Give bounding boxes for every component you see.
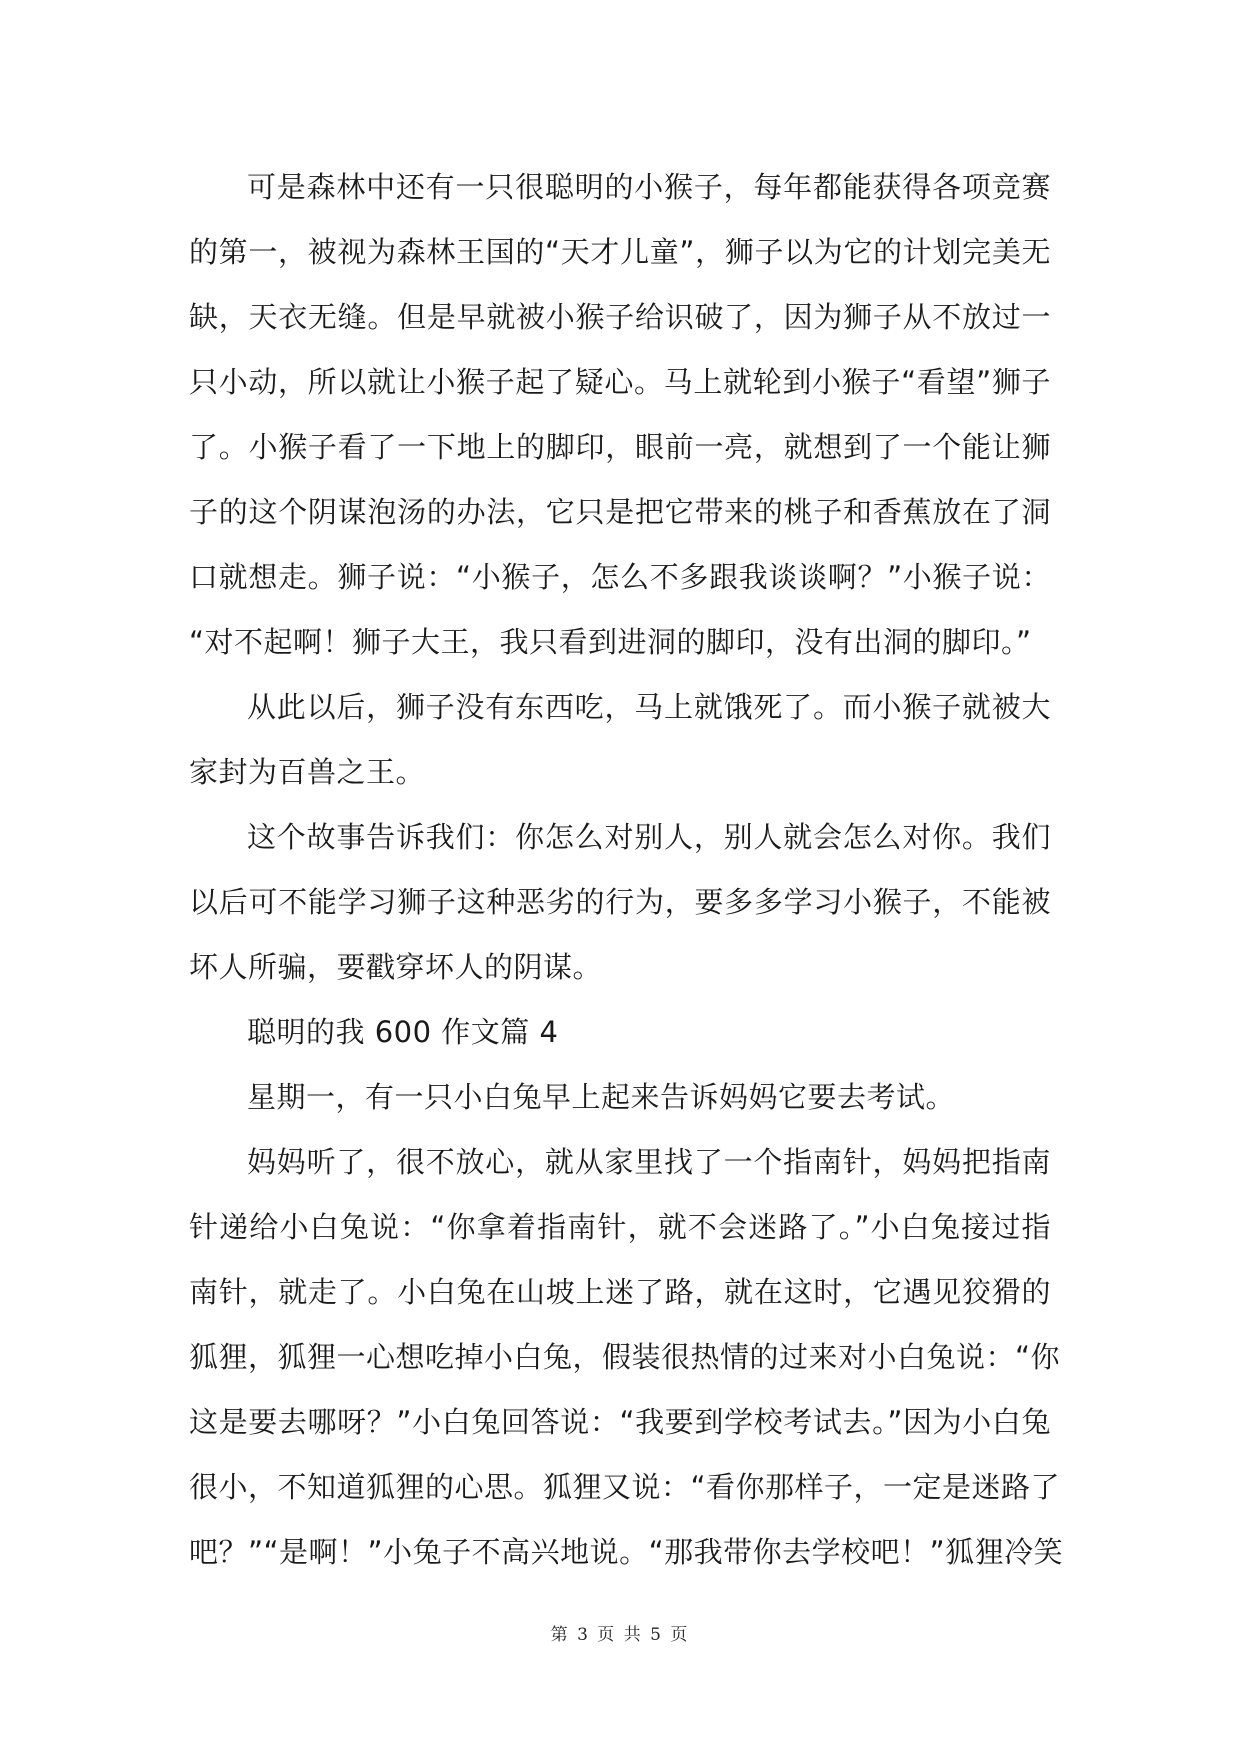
text-line: 坏人所骗，要戳穿坏人的阴谋。 bbox=[189, 950, 603, 984]
text-line: 了。小猴子看了一下地上的脚印，眼前一亮，就想到了一个能让狮 bbox=[189, 430, 1051, 464]
text-line: 这是要去哪呀？”小白兔回答说：“我要到学校考试去。”因为小白兔 bbox=[189, 1405, 1051, 1439]
text-line: 缺，天衣无缝。但是早就被小猴子给识破了，因为狮子从不放过一 bbox=[189, 300, 1051, 334]
text-line: 这个故事告诉我们：你怎么对别人，别人就会怎么对你。我们 bbox=[247, 820, 1051, 854]
text-line: 只小动，所以就让小猴子起了疑心。马上就轮到小猴子“看望”狮子 bbox=[189, 365, 1051, 399]
section-heading: 聪明的我 600 作文篇 4 bbox=[247, 1015, 559, 1049]
text-line: 很小，不知道狐狸的心思。狐狸又说：“看你那样子，一定是迷路了 bbox=[189, 1470, 1061, 1504]
text-line: “对不起啊！狮子大王，我只看到进洞的脚印，没有出洞的脚印。” bbox=[189, 625, 1032, 659]
text-line: 从此以后，狮子没有东西吃，马上就饿死了。而小猴子就被大 bbox=[247, 690, 1051, 724]
text-line: 口就想走。狮子说：“小猴子，怎么不多跟我谈谈啊？”小猴子说： bbox=[189, 560, 1051, 594]
body-text bbox=[189, 155, 1064, 1585]
text-line: 妈妈听了，很不放心，就从家里找了一个指南针，妈妈把指南 bbox=[247, 1145, 1051, 1179]
text-line: 针递给小白兔说：“你拿着指南针，就不会迷路了。”小白兔接过指 bbox=[189, 1210, 1051, 1244]
text-line: 可是森林中还有一只很聪明的小猴子，每年都能获得各项竞赛 bbox=[247, 170, 1051, 204]
text-line: 以后可不能学习狮子这种恶劣的行为，要多多学习小猴子，不能被 bbox=[189, 885, 1051, 919]
text-line: 家封为百兽之王。 bbox=[189, 755, 426, 789]
text-line: 南针，就走了。小白兔在山坡上迷了路，就在这时，它遇见狡猾的 bbox=[189, 1275, 1051, 1309]
text-line: 星期一，有一只小白兔早上起来告诉妈妈它要去考试。 bbox=[247, 1080, 956, 1114]
text-line: 狐狸，狐狸一心想吃掉小白兔，假装很热情的过来对小白兔说：“你 bbox=[189, 1340, 1061, 1374]
text-line: 吧？”“是啊！”小兔子不高兴地说。“那我带你去学校吧！”狐狸冷笑 bbox=[189, 1535, 1064, 1569]
text-line: 的第一，被视为森林王国的“天才儿童”，狮子以为它的计划完美无 bbox=[189, 235, 1051, 269]
page-number-footer: 第 3 页 共 5 页 bbox=[550, 1625, 690, 1645]
text-line: 子的这个阴谋泡汤的办法，它只是把它带来的桃子和香蕉放在了洞 bbox=[189, 495, 1051, 529]
